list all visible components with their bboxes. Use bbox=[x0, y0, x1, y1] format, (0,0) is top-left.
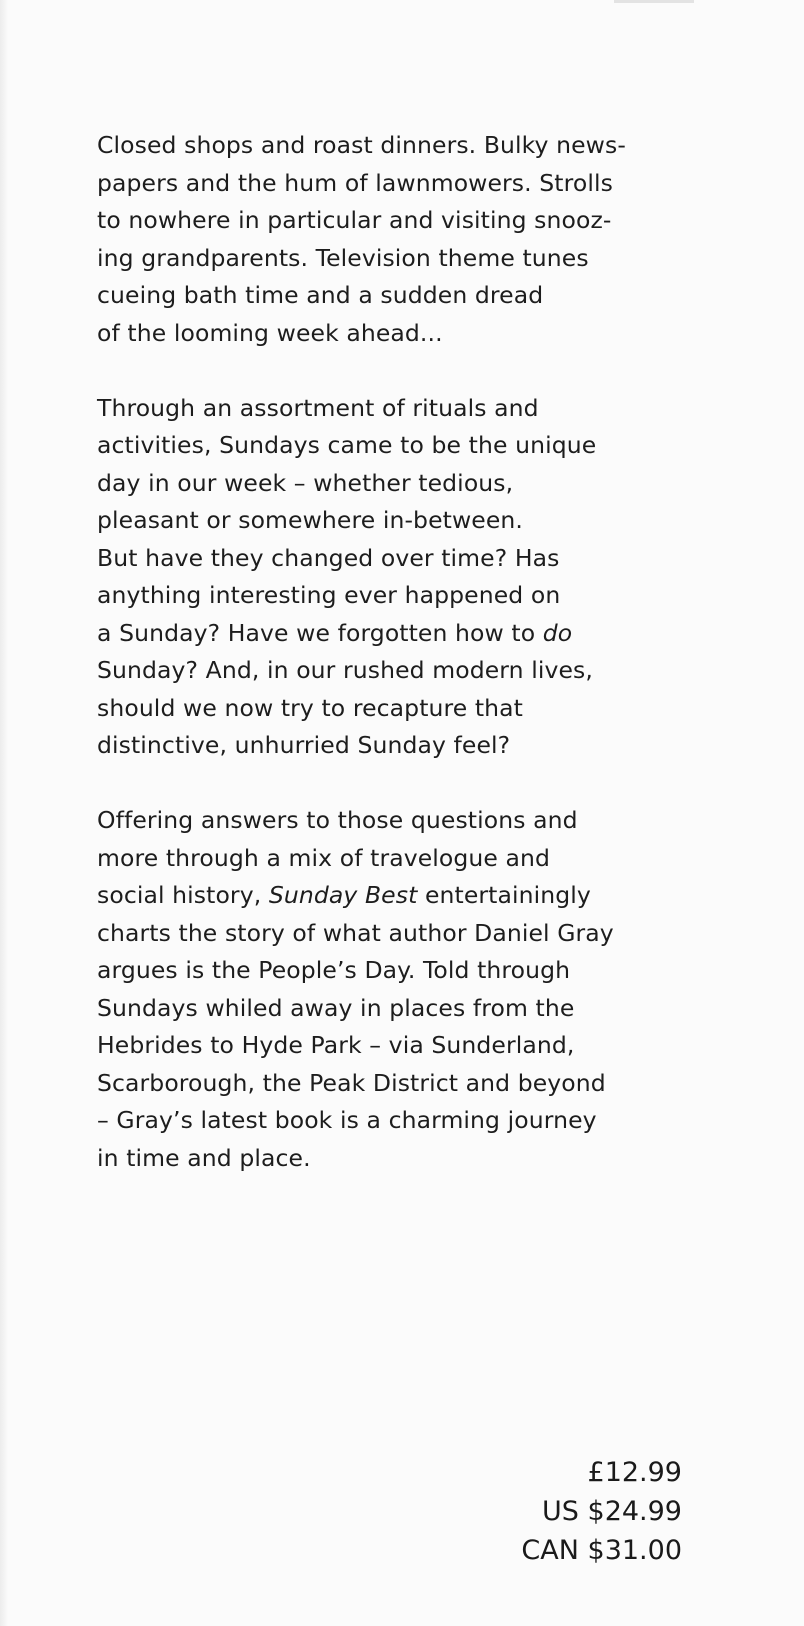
blurb-line: to nowhere in particular and visiting snooz- bbox=[97, 206, 612, 234]
top-edge-mark bbox=[614, 0, 694, 3]
italic-text: do bbox=[542, 618, 573, 647]
blurb-line: pleasant or somewhere in-between. bbox=[97, 506, 523, 534]
blurb-paragraph-1 bbox=[97, 127, 687, 352]
blurb-paragraph-3 bbox=[97, 802, 687, 1177]
blurb-line: Offering answers to those questions and bbox=[97, 806, 578, 834]
blurb-text bbox=[97, 127, 687, 1215]
blurb-line: distinctive, unhurried Sunday feel? bbox=[97, 731, 511, 759]
blurb-line: – Gray’s latest book is a charming journey bbox=[97, 1106, 597, 1134]
blurb-line: cueing bath time and a sudden dread bbox=[97, 281, 544, 309]
blurb-line: Closed shops and roast dinners. Bulky news- bbox=[97, 131, 626, 159]
blurb-line: But have they changed over time? Has bbox=[97, 543, 560, 572]
blurb-line: of the looming week ahead... bbox=[97, 318, 443, 347]
price-uk: £12.99 bbox=[587, 1457, 682, 1488]
blurb-line: should we now try to recapture that bbox=[97, 693, 523, 722]
blurb-paragraph-2 bbox=[97, 390, 687, 765]
price-block bbox=[521, 1453, 682, 1570]
blurb-line: Hebrides to Hyde Park – via Sunderland, bbox=[97, 1031, 575, 1059]
blurb-line: ing grandparents. Television theme tunes bbox=[97, 243, 589, 272]
blurb-line: more through a mix of travelogue and bbox=[97, 843, 551, 872]
blurb-line: Scarborough, the Peak District and beyond bbox=[97, 1068, 606, 1097]
price-can: CAN $31.00 bbox=[521, 1535, 682, 1566]
page-edge-shadow bbox=[0, 0, 8, 1626]
blurb-line: activities, Sundays came to be the unique bbox=[97, 431, 597, 459]
blurb-line-with-italic bbox=[97, 877, 687, 915]
line-text: social history, bbox=[97, 881, 269, 909]
blurb-line: anything interesting ever happened on bbox=[97, 581, 561, 609]
blurb-line: argues is the People’s Day. Told through bbox=[97, 956, 571, 984]
blurb-line: Through an assortment of rituals and bbox=[97, 393, 539, 422]
blurb-line: Sunday? And, in our rushed modern lives, bbox=[97, 656, 593, 684]
line-text: a Sunday? Have we forgotten how to bbox=[97, 618, 543, 647]
line-text: entertainingly bbox=[417, 881, 591, 909]
blurb-line: charts the story of what author Daniel Gray bbox=[97, 918, 614, 947]
book-title-italic: Sunday Best bbox=[268, 881, 418, 909]
blurb-line: Sundays whiled away in places from the bbox=[97, 993, 575, 1022]
blurb-line: in time and place. bbox=[97, 1143, 311, 1172]
blurb-line: day in our week – whether tedious, bbox=[97, 468, 514, 497]
blurb-line: papers and the hum of lawnmowers. Strolls bbox=[97, 168, 613, 197]
price-us: US $24.99 bbox=[542, 1496, 682, 1527]
blurb-line-with-italic bbox=[97, 615, 687, 653]
